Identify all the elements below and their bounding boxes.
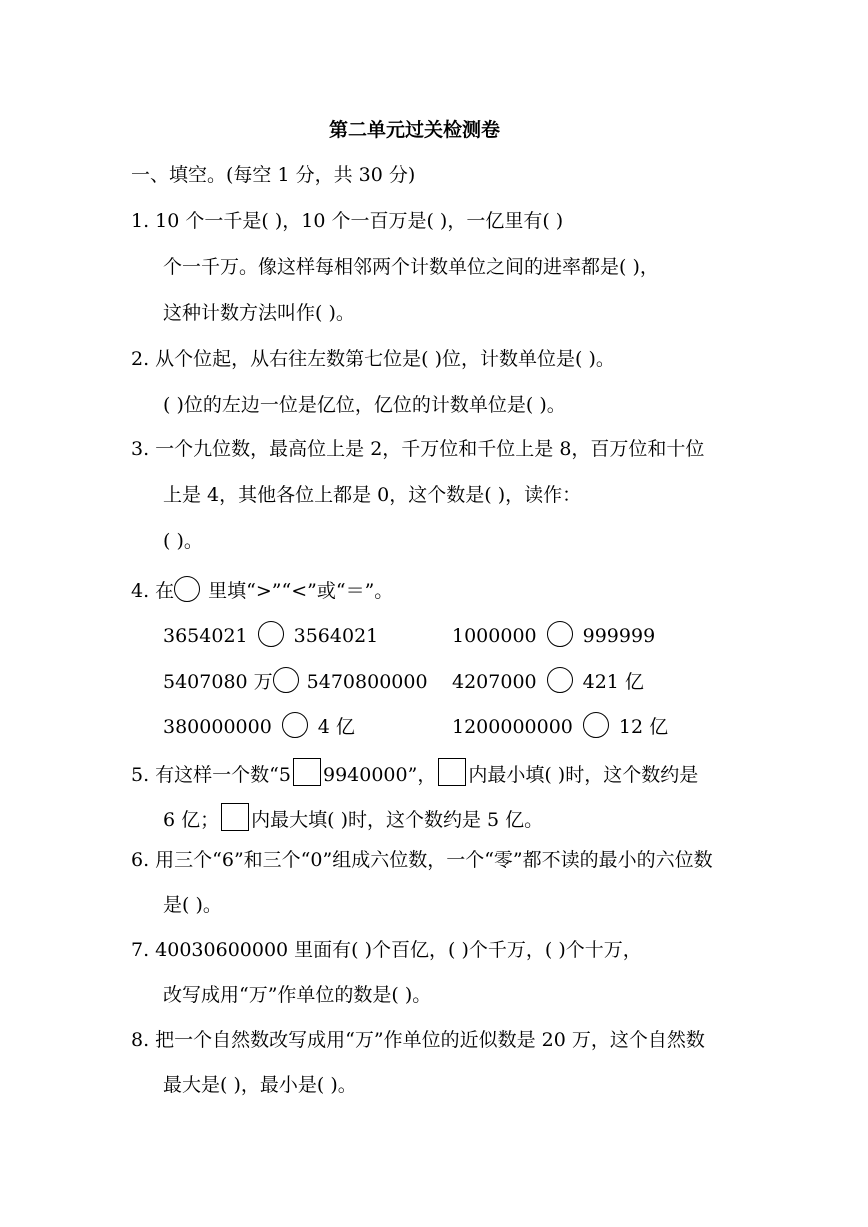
compare-left-value: 3654021 — [163, 625, 248, 647]
q6-line2: 是( )。 — [163, 894, 222, 916]
compare-right-value: 421 亿 — [582, 671, 644, 693]
q7-line2: 改写成用“万”作单位的数是( )。 — [163, 984, 432, 1006]
q5-line1 — [131, 758, 698, 794]
q4-row-2-left — [163, 667, 428, 699]
q7-line1: 7. 40030600000 里面有( )个百亿，( )个千万，( )个十万， — [131, 939, 642, 961]
answer-circle[interactable] — [547, 667, 573, 693]
q4-row-3-left — [163, 712, 355, 744]
compare-right-value: 3564021 — [293, 625, 379, 647]
q4-row-1-right — [452, 621, 655, 653]
q4-text-a: 4. 在 — [131, 580, 175, 602]
q3-line1: 3. 一个九位数，最高位上是 2，千万位和千位上是 8，百万位和十位 — [131, 438, 705, 460]
compare-left-value: 4207000 — [452, 671, 537, 693]
q5-text-e: 内最大填( )时，这个数约是 5 亿。 — [251, 809, 544, 831]
digit-box-icon — [221, 803, 249, 831]
answer-circle[interactable] — [583, 712, 609, 738]
q1-line1: 1. 10 个一千是( )，10 个一百万是( )，一亿里有( ) — [131, 210, 564, 232]
q5-text-c: 内最小填( )时，这个数约是 — [468, 764, 699, 786]
answer-circle[interactable] — [258, 621, 284, 647]
compare-right-value: 999999 — [582, 625, 656, 647]
q3-line2: 上是 4，其他各位上都是 0，这个数是( )，读作： — [163, 484, 582, 506]
compare-circle-icon — [174, 576, 200, 602]
digit-box[interactable] — [293, 758, 321, 786]
q8-line1: 8. 把一个自然数改写成用“万”作单位的近似数是 20 万，这个自然数 — [131, 1029, 705, 1051]
q5-text-d: 6 亿； — [163, 809, 220, 831]
answer-circle[interactable] — [273, 667, 299, 693]
q4-row-3-right — [452, 712, 668, 744]
compare-left-value: 5407080 万 — [163, 671, 273, 693]
q5-text-a: 5. 有这样一个数“5 — [131, 764, 291, 786]
q5-text-b: 9940000”， — [322, 764, 437, 786]
answer-circle[interactable] — [547, 621, 573, 647]
compare-right-value: 4 亿 — [317, 716, 355, 738]
compare-left-value: 380000000 — [163, 716, 272, 738]
q1-line3: 这种计数方法叫作( )。 — [163, 302, 355, 324]
page-title: 第二单元过关检测卷 — [329, 119, 501, 141]
q1-line2: 个一千万。像这样每相邻两个计数单位之间的进率都是( )， — [163, 256, 659, 278]
q3-line3: ( )。 — [163, 530, 203, 552]
q4-row-2-right — [452, 667, 644, 699]
q6-line1: 6. 用三个“6”和三个“0”组成六位数，一个“零”都不读的最小的六位数 — [131, 849, 713, 871]
answer-circle[interactable] — [282, 712, 308, 738]
q8-line2: 最大是( )，最小是( )。 — [163, 1074, 357, 1096]
q4-row-1-left — [163, 621, 378, 653]
q4-instruction — [131, 576, 393, 608]
compare-left-value: 1000000 — [452, 625, 537, 647]
q4-text-b: 里填“>”“<”或“＝”。 — [208, 580, 394, 602]
q5-line2 — [163, 803, 543, 839]
compare-right-value: 5470800000 — [306, 671, 428, 693]
compare-right-value: 12 亿 — [618, 716, 669, 738]
section-heading: 一、填空。(每空 1 分，共 30 分) — [131, 164, 416, 186]
q2-line1: 2. 从个位起，从右往左数第七位是( )位，计数单位是( )。 — [131, 348, 615, 370]
compare-left-value: 1200000000 — [452, 716, 573, 738]
digit-box-icon — [438, 758, 466, 786]
q2-line2: ( )位的左边一位是亿位，亿位的计数单位是( )。 — [163, 394, 566, 416]
